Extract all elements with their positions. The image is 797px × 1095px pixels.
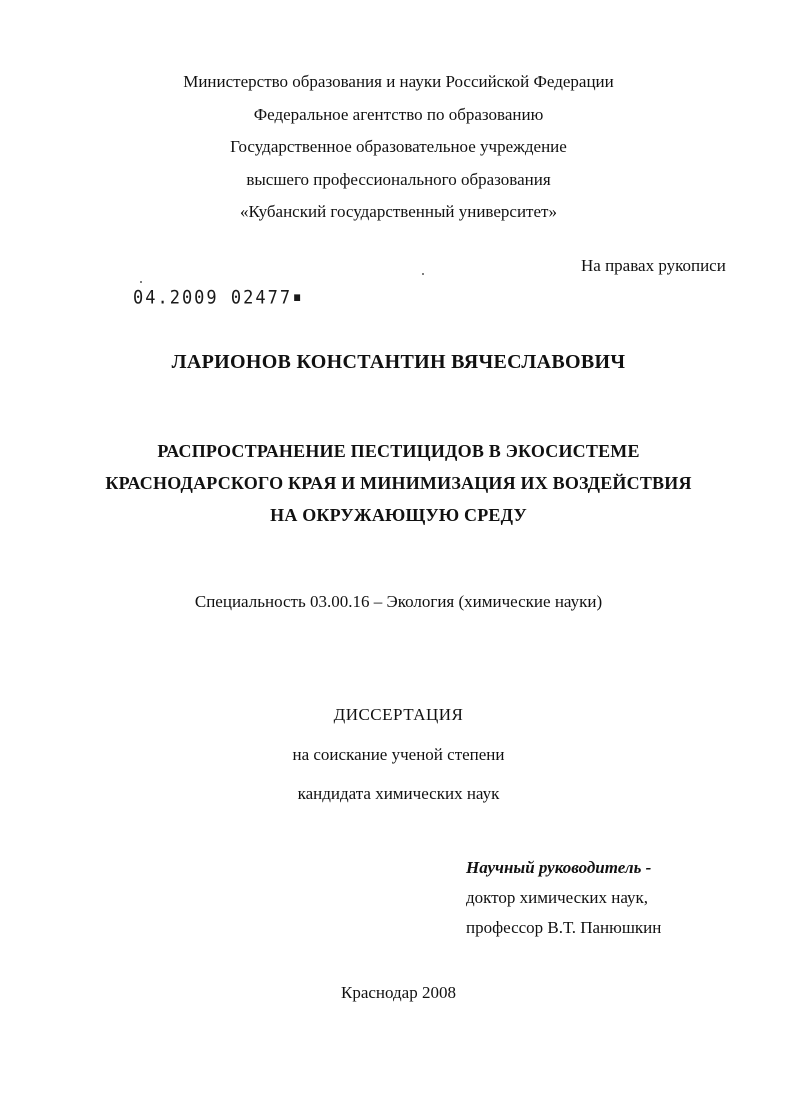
archive-stamp-number <box>133 286 302 310</box>
scan-speck <box>422 273 424 275</box>
degree-purpose-line-2: кандидата химических наук <box>297 784 500 803</box>
institution-type-line: Государственное образовательное учреждение <box>230 137 567 156</box>
supervisor-name: профессор В.Т. Панюшкин <box>466 918 662 937</box>
degree-purpose-line-1: на соискание ученой степени <box>292 745 505 764</box>
specialty-line: Специальность 03.00.16 – Экология (химические науки) <box>194 592 603 611</box>
manuscript-rights-note: На правах рукописи <box>581 256 726 275</box>
supervisor-heading: Научный руководитель - <box>466 858 652 877</box>
document-type-label: ДИССЕРТАЦИЯ <box>333 705 464 724</box>
title-line-1: РАСПРОСТРАНЕНИЕ ПЕСТИЦИДОВ В ЭКОСИСТЕМЕ <box>157 441 640 461</box>
stamp-mark-icon: ■ <box>294 291 303 304</box>
city-year: Краснодар 2008 <box>341 983 456 1002</box>
title-line-3: НА ОКРУЖАЮЩУЮ СРЕДУ <box>270 505 527 525</box>
education-level-line: высшего профессионального образования <box>246 170 551 189</box>
university-name-line: «Кубанский государственный университет» <box>240 202 557 221</box>
ministry-line: Министерство образования и науки Российской Федерации <box>183 72 614 91</box>
title-line-2: КРАСНОДАРСКОГО КРАЯ И МИНИМИЗАЦИЯ ИХ ВОЗДЕЙСТВИЯ <box>105 473 692 493</box>
scan-speck <box>140 281 142 283</box>
supervisor-degree: доктор химических наук, <box>466 888 649 907</box>
archive-stamp-text: 04.2009 02477 <box>133 287 293 310</box>
agency-line: Федеральное агентство по образованию <box>253 105 544 124</box>
author-name: ЛАРИОНОВ КОНСТАНТИН ВЯЧЕСЛАВОВИЧ <box>171 351 626 373</box>
